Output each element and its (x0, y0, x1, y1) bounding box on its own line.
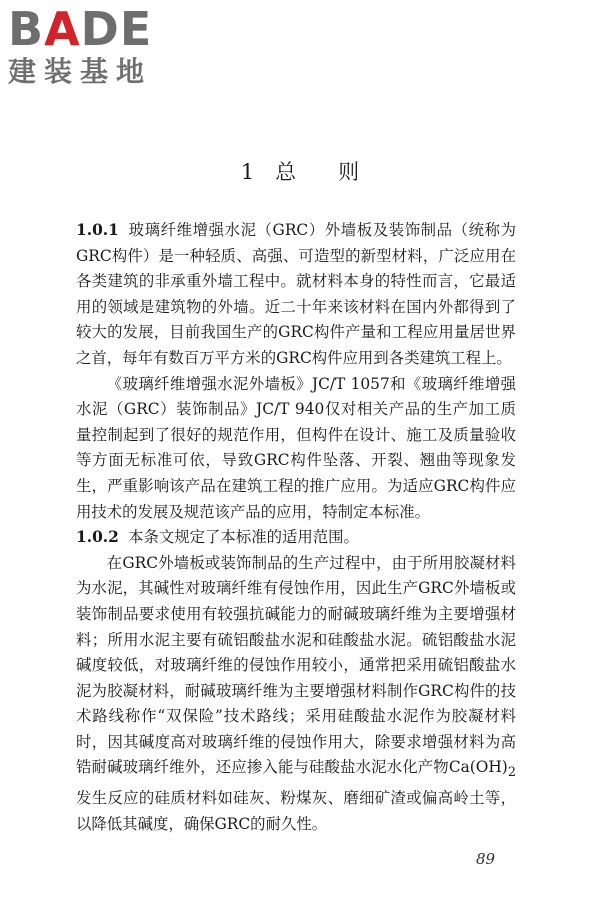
clause-text: 玻璃纤维增强水泥（GRC）外墙板及装饰制品（统称为GRC构件）是一种轻质、高强、可造型的新型材料，广泛应用在各类建筑的非承重外墙工程中。就材料本身的特性而言，它最适用的领域是建筑物的外墙。近二十年来该材料在国内外都得到了较大的发展，目前我国生产的GRC构件产量和工程应用量居世界之首，每年有数百万平方米的GRC构件应用到各类建筑工程上。 (76, 221, 516, 367)
page-number: 89 (476, 850, 496, 868)
section-1-0-2 (76, 525, 516, 551)
section-1-0-2-paragraph-2: 在GRC外墙板或装饰制品的生产过程中，由于所用胶凝材料为水泥，其碱性对玻璃纤维有侵蚀作用，因此生产GRC外墙板或装饰制品要求使用有较强抗碱能力的耐碱玻璃纤维为主要增强材料；所用水泥主要有硫铝酸盐水泥和硅酸盐水泥。硫铝酸盐水泥碱度较低，对玻璃纤维的侵蚀作用较小，通常把采用硫铝酸盐水泥为胶凝材料，耐碱玻璃纤维为主要增强材料制作GRC构件的技术路线称作“双保险”技术路线；采用硅酸盐水泥作为胶凝材料时，因其碱度高对玻璃纤维的侵蚀作用大，除要求增强材料为高锆耐碱玻璃纤维外，还应掺入能与硅酸盐水泥水化产物$Ca(OH)_2$发生反应的硅质材料如硅灰、粉煤灰、磨细矿渣或偏高岭土等，以降低其碱度，确保GRC的耐久性。 (76, 553, 516, 833)
logo-wordmark: BADE (8, 2, 153, 56)
logo-subtitle: 建装基地 (8, 55, 153, 88)
bade-logo (8, 4, 176, 100)
subscript: 2 (507, 765, 516, 781)
chapter-title: 1 总 则 (240, 160, 360, 184)
section-1-0-1-paragraph-2: 《玻璃纤维增强水泥外墙板》JC/T 1057和《玻璃纤维增强水泥（GRC）装饰制品》JC/T 940仅对相关产品的生产加工质量控制起到了很好的规范作用，但构件在设计、施工及质量验收等方面无标准可依，导致GRC构件坠落、开裂、翘曲等现象发生，严重影响该产品在建筑工程的推广应用。为适应GRC构件应用技术的发展及规范该产品的应用，特制定本标准。 (76, 374, 516, 521)
section-1-0-1 (76, 218, 516, 372)
clause-text: 本条文规定了本标准的适用范围。 (128, 528, 359, 547)
clause-number: 1.0.2 (76, 528, 119, 547)
main-content (76, 218, 516, 837)
clause-number: 1.0.1 (76, 221, 119, 239)
